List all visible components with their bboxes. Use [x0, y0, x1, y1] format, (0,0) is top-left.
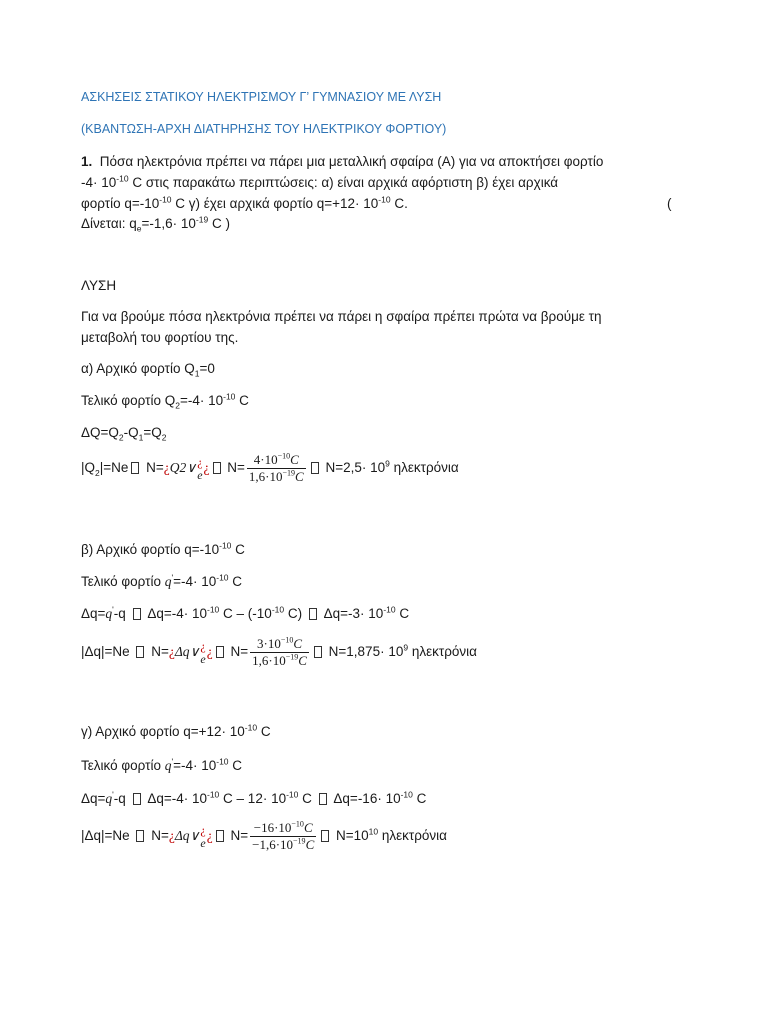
fraction [247, 452, 306, 485]
text: C [235, 393, 249, 408]
prime: ' [112, 604, 114, 615]
part-b-initial [81, 540, 245, 560]
unit: C [295, 469, 304, 484]
exponent: -10 [216, 756, 229, 767]
problem-text: Πόσα ηλεκτρόνια πρέπει να πάρει μια μεταλλική σφαίρα (Α) για να αποκτήσει φορτίο [99, 154, 604, 169]
missing-glyph-icon [309, 608, 317, 620]
exponent: 9 [403, 642, 409, 653]
text: γ) Αρχικό φορτίο q=+12· 10 [81, 724, 245, 739]
math-q: Q [169, 460, 180, 476]
text: Τελικό φορτίο Q [81, 393, 176, 408]
subscript: 2 [118, 432, 124, 443]
part-a-delta [81, 423, 167, 443]
text: N= [147, 644, 169, 660]
text: Δq=-3· 10 [319, 606, 384, 621]
text: C) [284, 606, 306, 621]
text: C – (-10 [219, 606, 272, 621]
math-q: q [164, 574, 172, 589]
text: 1,6·10 [248, 469, 283, 484]
math-text: 2∨ [179, 460, 197, 476]
subscript: 2 [95, 467, 100, 478]
text: |Δq|=Ne [81, 828, 134, 844]
text: N= [226, 644, 249, 660]
text: ηλεκτρόνια [389, 460, 459, 476]
exponent: -19 [195, 214, 209, 225]
mini-fraction [197, 456, 202, 482]
text: N=2,5· 10 [321, 460, 386, 476]
numerator [247, 452, 306, 469]
text: N= [223, 460, 245, 476]
math-text: ∨ [189, 828, 200, 844]
math-dq: Δq [174, 644, 190, 660]
text: =-1,6· 10 [141, 216, 196, 231]
mini-num: ¿ [200, 822, 206, 837]
part-b-formula [81, 636, 477, 669]
text: C [257, 724, 271, 739]
text: C ) [208, 216, 230, 231]
exponent: −10 [277, 451, 291, 461]
text: N= [147, 828, 169, 844]
exponent: -10 [271, 604, 285, 615]
part-a-initial [81, 359, 215, 379]
garbled-glyph: ¿ [206, 828, 213, 844]
math-dq: Δq [174, 828, 190, 844]
mini-den: e [197, 467, 203, 482]
exponent: −10 [280, 635, 294, 645]
text: =-4· 10 [173, 758, 217, 773]
garbled-glyph: ¿ [168, 828, 175, 844]
exponent: 10 [368, 826, 379, 837]
exponent: -10 [223, 391, 236, 402]
problem-line-1 [81, 152, 603, 172]
text: Δq=-4· 10 [143, 606, 207, 621]
part-c-final [81, 756, 242, 776]
paren: ( [667, 196, 672, 211]
doc-title: ΑΣΚΗΣΕΙΣ ΣΤΑΤΙΚΟΥ ΗΛΕΚΤΡΙΣΜΟΥ Γ’ ΓΥΜΝΑΣΙΟΥ ΜΕ ΛΥΣΗ [81, 90, 442, 104]
problem-line-4 [81, 214, 230, 234]
part-b-delta [81, 604, 409, 624]
denominator [250, 653, 309, 669]
text: −16·10 [253, 820, 292, 835]
missing-glyph-icon [136, 830, 144, 842]
subscript: e [136, 223, 142, 234]
part-b-final [81, 572, 242, 592]
text: C στις παρακάτω περιπτώσεις: α) είναι αρχικά αφόρτιστη β) έχει αρχικά [128, 175, 559, 190]
intro-line-2: μεταβολή του φορτίου της. [81, 330, 239, 345]
exponent: 9 [385, 458, 390, 469]
text: 4·10 [253, 452, 278, 467]
prime: ' [171, 756, 174, 767]
text: N= [142, 460, 164, 476]
solution-heading: ΛΥΣΗ [81, 278, 117, 293]
intro-line-1: Για να βρούμε πόσα ηλεκτρόνια πρέπει να πάρει η σφαίρα πρέπει πρώτα να βρούμε τη [81, 309, 602, 324]
garbled-glyph: ¿ [206, 644, 213, 660]
mini-num: ¿ [197, 454, 203, 469]
mini-fraction [200, 824, 205, 850]
text: C [228, 574, 243, 589]
text: 1,6·10 [252, 653, 286, 668]
text: |=Ne [99, 460, 129, 476]
garbled-glyph: ¿ [203, 460, 210, 476]
part-c-initial [81, 722, 271, 742]
doc-subtitle: (ΚΒΑΝΤΩΣΗ-ΑΡΧΗ ΔΙΑΤΗΡΗΣΗΣ ΤΟΥ ΗΛΕΚΤΡΙΚΟΥ ΦΟΡΤΙΟΥ) [81, 122, 447, 136]
numerator [250, 636, 309, 653]
text: Δq=-4· 10 [143, 791, 207, 806]
text: 3·10 [257, 636, 281, 651]
text: C [231, 542, 245, 557]
text: C – 12· 10 [219, 791, 287, 806]
exponent: −19 [282, 468, 296, 478]
unit: C [293, 636, 303, 651]
text: C. [390, 196, 408, 211]
prime: ' [112, 789, 114, 800]
text: ηλεκτρόνια [408, 644, 477, 660]
subscript: 2 [161, 432, 167, 443]
exponent: -10 [244, 722, 258, 733]
text: Δq=-16· 10 [329, 791, 401, 806]
subscript: 2 [175, 400, 180, 411]
text: ΔQ=Q [81, 425, 119, 440]
fraction [250, 636, 309, 669]
missing-glyph-icon [314, 646, 322, 658]
missing-glyph-icon [131, 462, 139, 474]
subscript: 1 [138, 432, 144, 443]
text: N= [226, 828, 249, 844]
exponent: -10 [116, 173, 129, 184]
unit: C [303, 820, 313, 835]
part-a-final [81, 391, 249, 411]
text: Δq= [81, 606, 106, 621]
exponent: -10 [207, 789, 220, 800]
math-q: q [105, 606, 113, 621]
subscript: 1 [194, 368, 200, 379]
text: Δq= [81, 791, 106, 806]
exponent: -10 [383, 604, 396, 615]
text: N=1,875· 10 [324, 644, 404, 660]
prime: ' [171, 572, 174, 583]
missing-glyph-icon [311, 462, 319, 474]
text: =-4· 10 [179, 393, 224, 408]
fraction [250, 820, 316, 853]
math-text: ∨ [189, 644, 200, 660]
exponent: -10 [219, 540, 232, 551]
text: Τελικό φορτίο [81, 758, 165, 773]
text: |Δq|=Ne [81, 644, 134, 660]
text: φορτίο q=-10 [81, 196, 160, 211]
text: C [412, 791, 427, 806]
missing-glyph-icon [216, 830, 224, 842]
exponent: -10 [207, 604, 220, 615]
text: ηλεκτρόνια [378, 828, 447, 844]
problem-line-2 [81, 173, 558, 193]
missing-glyph-icon [213, 462, 221, 474]
mini-den: e [200, 651, 206, 666]
exponent: −19 [293, 836, 306, 846]
exponent: −10 [291, 819, 304, 829]
text: α) Αρχικό φορτίο Q [81, 361, 195, 376]
text: -q [113, 606, 130, 621]
problem-line-3 [81, 194, 681, 214]
exponent: -10 [216, 572, 229, 583]
text: =-4· 10 [173, 574, 217, 589]
text: -q [113, 791, 130, 806]
part-c-formula [81, 820, 447, 853]
text: −1,6·10 [252, 837, 294, 852]
exponent: −19 [285, 652, 299, 662]
problem-number: 1. [81, 154, 93, 169]
unit: C [298, 653, 307, 668]
garbled-glyph: ¿ [163, 460, 170, 476]
mini-den: e [200, 835, 206, 850]
math-q: q [164, 758, 172, 773]
math-q: q [105, 791, 113, 806]
exponent: -10 [378, 194, 391, 205]
exponent: -10 [286, 789, 299, 800]
denominator [250, 837, 316, 853]
text: C [298, 791, 316, 806]
text: -4· 10 [81, 175, 117, 190]
part-a-formula [81, 452, 459, 485]
missing-glyph-icon [136, 646, 144, 658]
missing-glyph-icon [321, 830, 329, 842]
part-c-delta [81, 789, 426, 809]
unit: C [290, 452, 299, 467]
numerator [250, 820, 316, 837]
text: Δίνεται: q [81, 216, 137, 231]
text: β) Αρχικό φορτίο q=-10 [81, 542, 220, 557]
text: C [395, 606, 410, 621]
text: C γ) έχει αρχικά φορτίο q=+12· 10 [171, 196, 379, 211]
missing-glyph-icon [216, 646, 224, 658]
text: -Q [123, 425, 139, 440]
missing-glyph-icon [319, 793, 327, 805]
text: N=10 [332, 828, 369, 844]
missing-glyph-icon [133, 793, 141, 805]
text: =Q [143, 425, 162, 440]
unit: C [305, 837, 315, 852]
mini-num: ¿ [200, 638, 206, 653]
exponent: -10 [400, 789, 413, 800]
text: C [228, 758, 243, 773]
denominator [247, 469, 306, 485]
text: =0 [199, 361, 215, 376]
missing-glyph-icon [133, 608, 141, 620]
mini-fraction [200, 640, 205, 666]
text: Τελικό φορτίο [81, 574, 165, 589]
exponent: -10 [159, 194, 172, 205]
garbled-glyph: ¿ [168, 644, 175, 660]
text: |Q [81, 460, 96, 476]
